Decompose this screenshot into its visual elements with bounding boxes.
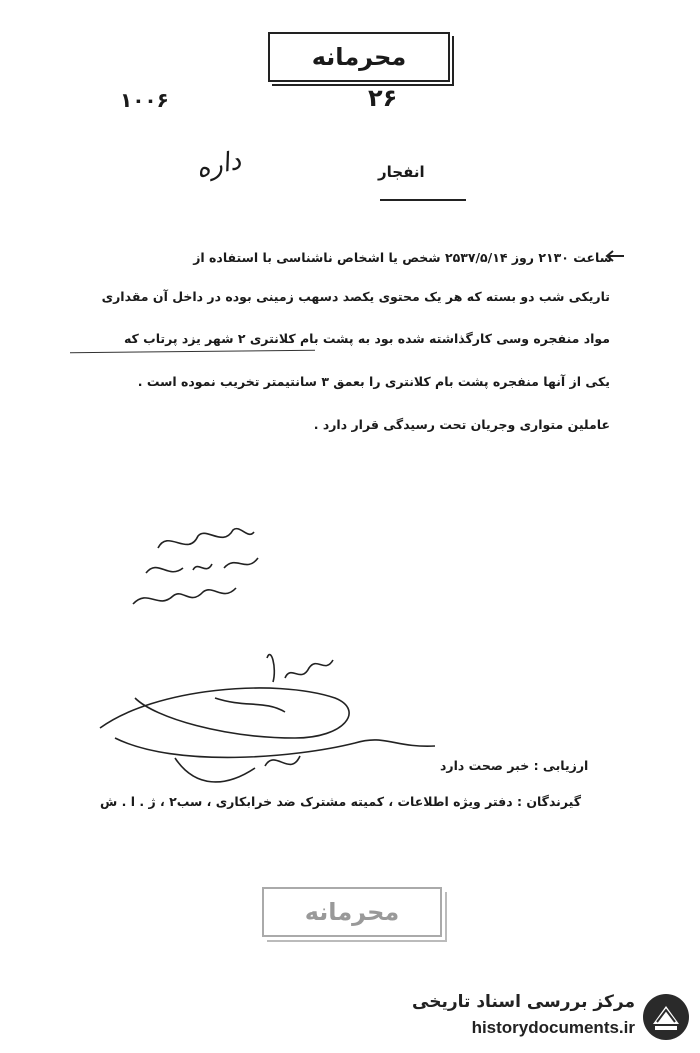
- recipients-line: گیرندگان : دفتر ویژه اطلاعات ، کمیته مشترک ضد خرابکاری ، سب۲ ، ژ . ا . ش: [100, 794, 582, 809]
- page-number: ۲۶: [368, 84, 398, 112]
- body-line-2: تاریکی شب دو بسته که هر یک محتوی یکصد دسهب زمینی بوده در داخل آن مقداری: [101, 289, 610, 304]
- confidential-stamp-bottom: محرمانه: [262, 887, 442, 937]
- archive-logo-icon: [641, 992, 691, 1042]
- confidential-stamp-top: محرمانه: [268, 32, 450, 82]
- hand-underline: [70, 350, 315, 354]
- body-line-1: ساعت ۲۱۳۰ روز ۲۵۳۷/۵/۱۴ شخص یا اشخاص ناشناسی با استفاده از: [193, 250, 612, 265]
- watermark-url: historydocuments.ir: [471, 1018, 635, 1037]
- heading-underline: [380, 199, 466, 201]
- body-line-4: یکی از آنها منفجره پشت بام کلانتری را بعمق ۳ سانتیمتر تخریب نموده است .: [137, 374, 610, 389]
- body-line-5: عاملین متواری وجریان تحت رسیدگی قرار دارد .: [313, 417, 610, 432]
- body-line-3: مواد منفجره وسی کارگذاشته شده بود به پشت بام کلانتری ۲ شهر یزد پرتاب که: [123, 331, 610, 346]
- archive-watermark: [410, 990, 695, 1045]
- handwritten-signature-date: [128, 518, 278, 618]
- handwritten-note: داره: [193, 145, 244, 185]
- handwritten-signature-large: [95, 638, 455, 798]
- watermark-title: مرکز بررسی اسناد تاریخی: [412, 992, 635, 1012]
- evaluation-line: ارزیابی : خبر صحت دارد: [440, 758, 589, 773]
- document-heading: انفجار: [378, 163, 425, 181]
- reference-number: ۱۰۰۶: [120, 88, 169, 112]
